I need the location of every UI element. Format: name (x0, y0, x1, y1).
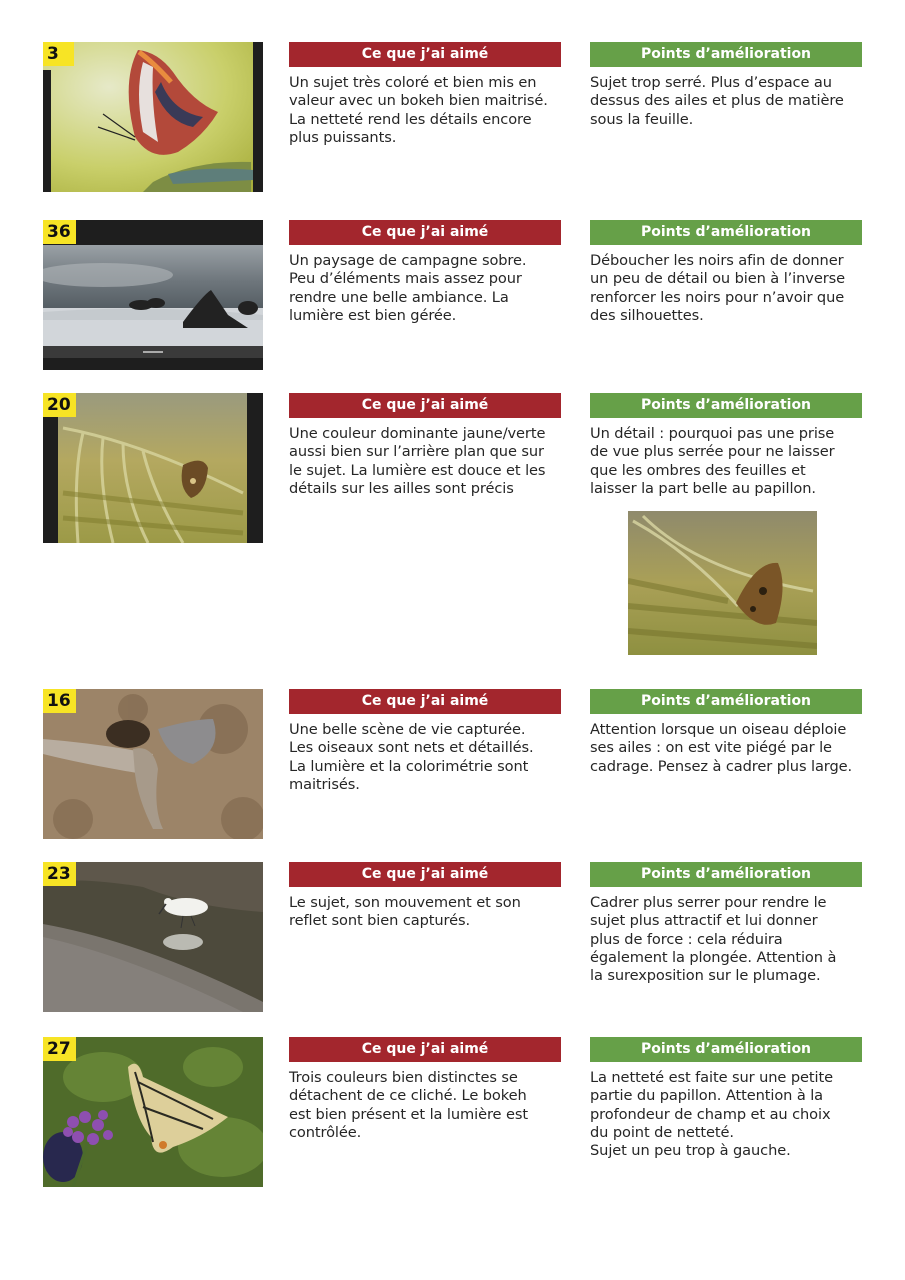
improvement-column (590, 220, 862, 325)
photo-number-badge: 3 (43, 42, 74, 66)
liked-text: Une belle scène de vie capturée. Les oiseaux sont nets et détaillés. La lumière et la colorimétrie sont maitrisés. (289, 721, 534, 793)
photo-thumbnail (43, 1037, 263, 1187)
photo-number-badge: 27 (43, 1037, 76, 1061)
liked-text: Trois couleurs bien distinctes se détachent de ce cliché. Le bokeh est bien présent et la lumière est contrôlée. (289, 1069, 528, 1141)
photo-thumbnail (43, 393, 263, 543)
cropped-butterfly-photo (628, 511, 817, 655)
swallowtail-photo (43, 1037, 263, 1187)
landscape-photo (43, 220, 263, 370)
improvement-column (590, 1037, 862, 1160)
liked-text: Le sujet, son mouvement et son reflet sont bien capturés. (289, 894, 521, 930)
liked-text: Un sujet très coloré et bien mis en valeur avec un bokeh bien maitrisé. La netteté rend les détails encore plus puissants. (289, 74, 548, 146)
improvement-column (590, 42, 862, 129)
liked-column (289, 42, 561, 147)
liked-header: Ce que j’ai aimé (289, 862, 561, 887)
improvement-header: Points d’amélioration (590, 689, 862, 714)
liked-header: Ce que j’ai aimé (289, 689, 561, 714)
egret-photo (43, 862, 263, 1012)
improvement-text: Un détail : pourquoi pas une prise de vue plus serrée pour ne laisser que les ombres des feuilles et laisser la part belle au papillon. (590, 425, 835, 497)
improvement-text: Sujet trop serré. Plus d’espace au dessus des ailes et plus de matière sous la feuille. (590, 74, 844, 128)
birds-photo (43, 689, 263, 839)
liked-header: Ce que j’ai aimé (289, 393, 561, 418)
photo-thumbnail (43, 689, 263, 839)
improvement-column (590, 393, 862, 498)
liked-column (289, 689, 561, 794)
liked-column (289, 1037, 561, 1142)
liked-text: Un paysage de campagne sobre. Peu d’éléments mais assez pour rendre une belle ambiance. La lumière est bien gérée. (289, 252, 527, 324)
improvement-header: Points d’amélioration (590, 862, 862, 887)
liked-column (289, 220, 561, 325)
butterfly-palm-photo (43, 393, 263, 543)
improvement-text: La netteté est faite sur une petite partie du papillon. Attention à la profondeur de champ et au choix du point de netteté. Sujet un peu trop à gauche. (590, 1069, 833, 1160)
photo-thumbnail (43, 220, 263, 370)
improvement-text: Déboucher les noirs afin de donner un peu de détail ou bien à l’inverse renforcer les noirs pour n’avoir que des silhouettes. (590, 252, 845, 324)
improvement-header: Points d’amélioration (590, 393, 862, 418)
improvement-text: Attention lorsque un oiseau déploie ses ailes : on est vite piégé par le cadrage. Pensez à cadrer plus large. (590, 721, 853, 775)
improvement-header: Points d’amélioration (590, 220, 862, 245)
photo-number-badge: 23 (43, 862, 76, 886)
photo-thumbnail (43, 42, 263, 192)
improvement-column (590, 689, 862, 776)
liked-header: Ce que j’ai aimé (289, 220, 561, 245)
improvement-header: Points d’amélioration (590, 42, 862, 67)
liked-column (289, 862, 561, 931)
butterfly-photo (43, 42, 263, 192)
liked-header: Ce que j’ai aimé (289, 1037, 561, 1062)
photo-number-badge: 36 (43, 220, 76, 244)
photo-number-badge: 16 (43, 689, 76, 713)
improvement-text: Cadrer plus serrer pour rendre le sujet plus attractif et lui donner plus de force : cela réduira également la plongée. Attention à la surexposition sur le plumage. (590, 894, 837, 985)
suggested-crop-photo (628, 511, 817, 655)
improvement-header: Points d’amélioration (590, 1037, 862, 1062)
liked-text: Une couleur dominante jaune/verte aussi bien sur l’arrière plan que sur le sujet. La lumière est douce et les détails sur les ailles sont précis (289, 425, 546, 497)
liked-header: Ce que j’ai aimé (289, 42, 561, 67)
photo-number-badge: 20 (43, 393, 76, 417)
liked-column (289, 393, 561, 498)
improvement-column (590, 862, 862, 985)
photo-thumbnail (43, 862, 263, 1012)
